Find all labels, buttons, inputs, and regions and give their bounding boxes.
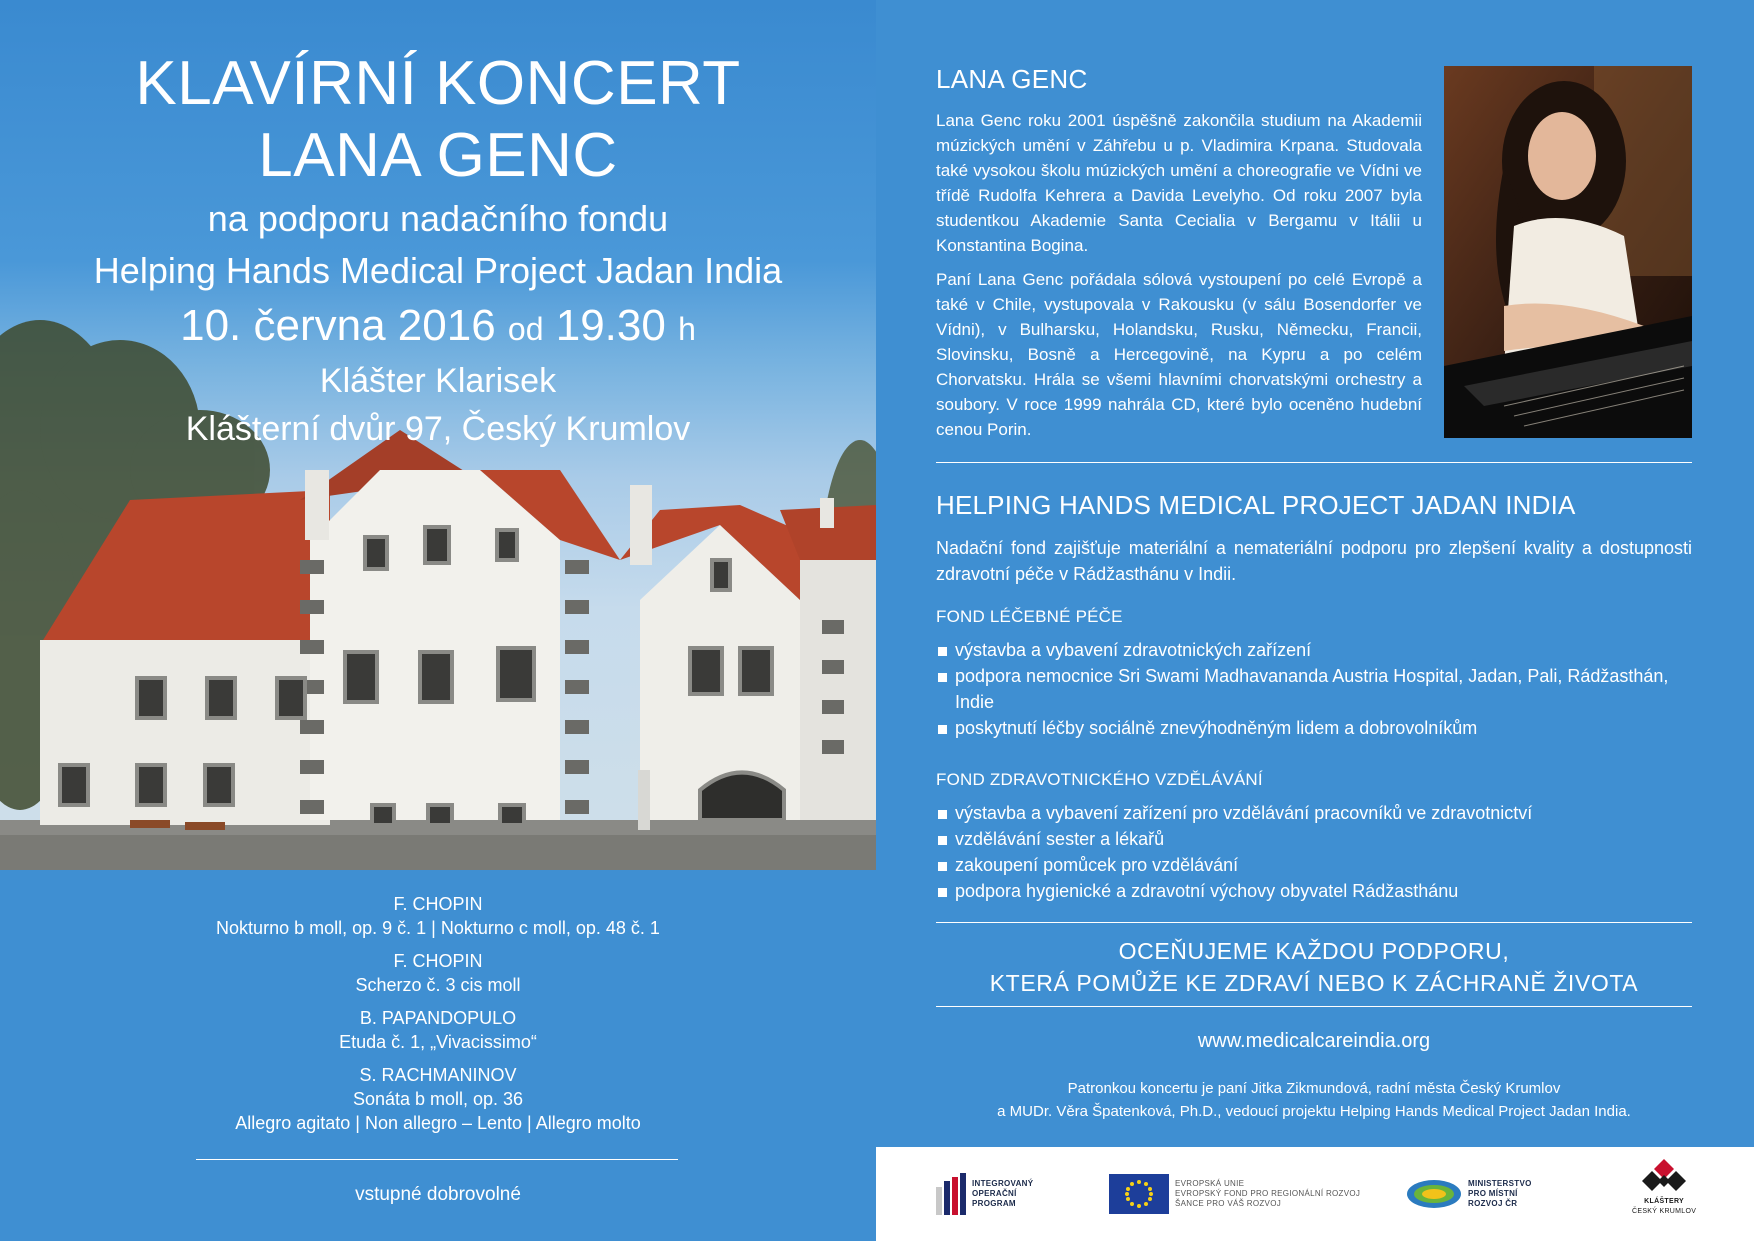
entry-fee-note: vstupné dobrovolné	[355, 1184, 521, 1205]
patron-line: a MUDr. Věra Špatenková, Ph.D., vedoucí projektu Helping Hands Medical Project Jadan India.	[997, 1103, 1631, 1120]
bio-paragraph: Lana Genc roku 2001 úspěšně zakončila studium na Akademii múzických umění v Záhřebu u p. Vladimira Krpana. Studovala také vysokou školu múzických umění a choreografie ve Vídni ve třídě Rudolfa Kehrera a Davida Levelyho. Od roku 2007 byla studentkou Akademie Santa Cecialia v Bergamu v Itálii u Konstantina Bogina.	[936, 111, 1422, 255]
section-divider	[936, 462, 1692, 463]
poster-header	[0, 48, 876, 453]
portrait-illustration	[1444, 66, 1692, 438]
left-panel	[0, 0, 876, 1241]
program-piece: Allegro agitato | Non allegro – Lento | Allegro molto	[235, 1113, 641, 1133]
support-line: na podporu nadačního fondu	[207, 198, 669, 239]
program-composer: F. CHOPIN	[393, 951, 483, 971]
venue-name: Klášter Klarisek	[319, 362, 557, 400]
program-piece: Nokturno b moll, op. 9 č. 1 | Nokturno c moll, op. 48 č. 1	[216, 918, 660, 938]
fund-education-title: FOND ZDRAVOTNICKÉHO VZDĚLÁVÁNÍ	[936, 770, 1263, 789]
list-item: výstavba a vybavení zdravotnických zařízení	[936, 637, 1692, 663]
time-unit: h	[678, 311, 696, 347]
section-divider	[936, 1006, 1692, 1007]
time-text: 19.30	[555, 301, 666, 350]
eu-text-line: ŠANCE PRO VÁŠ ROZVOJ	[1175, 1199, 1282, 1208]
eu-text	[1175, 1179, 1360, 1209]
list-item: zakoupení pomůcek pro vzdělávání	[936, 852, 1692, 878]
list-item: vzdělávání sester a lékařů	[936, 826, 1692, 852]
klastery-emblem-icon	[1641, 1157, 1687, 1197]
artist-portrait-photo	[1444, 66, 1692, 438]
venue-address: Klášterní dvůr 97, Český Krumlov	[185, 410, 691, 448]
artist-bio	[936, 108, 1422, 442]
program-piece: Scherzo č. 3 cis moll	[355, 975, 521, 995]
fund-treatment-list	[936, 637, 1692, 741]
list-item: poskytnutí léčby sociálně znevýhodněným lidem a dobrovolníkům	[936, 715, 1692, 741]
eu-text-line: EVROPSKÁ UNIE	[1175, 1179, 1245, 1188]
appreciation-line: KTERÁ POMŮŽE KE ZDRAVÍ NEBO K ZÁCHRANĚ ŽIVOTA	[989, 970, 1639, 996]
mmr-text	[1468, 1179, 1532, 1209]
klastery-text-line: KLÁŠTERY	[1644, 1198, 1685, 1205]
concert-title: KLAVÍRNÍ KONCERT	[135, 49, 741, 118]
list-item: výstavba a vybavení zařízení pro vzdělávání pracovníků ve zdravotnictví	[936, 800, 1692, 826]
right-panel	[876, 0, 1754, 1241]
program-piece: Etuda č. 1, „Vivacissimo“	[339, 1032, 537, 1052]
iop-bars-icon	[936, 1173, 968, 1215]
poster-hero	[0, 0, 876, 870]
website-link[interactable]: www.medicalcareindia.org	[1197, 1030, 1431, 1052]
sponsor-logos-bar	[876, 1147, 1754, 1241]
mmr-text-line: ROZVOJ ČR	[1468, 1199, 1518, 1208]
program-composer: B. PAPANDOPULO	[359, 1008, 517, 1028]
concert-date	[0, 298, 876, 357]
project-heading: HELPING HANDS MEDICAL PROJECT JADAN INDIA	[936, 490, 1576, 520]
date-from: od	[507, 311, 544, 347]
section-divider	[936, 922, 1692, 923]
iop-text-line: INTEGROVANÝ	[972, 1179, 1034, 1188]
patron-line: Patronkou koncertu je paní Jitka Zikmundová, radní města Český Krumlov	[1067, 1080, 1561, 1097]
iop-text	[972, 1179, 1033, 1209]
artist-heading: LANA GENC	[936, 64, 1088, 94]
list-item: podpora hygienické a zdravotní výchovy obyvatel Rádžasthánu	[936, 878, 1692, 904]
mmr-logo	[1406, 1169, 1532, 1219]
mmr-text-line: MINISTERSTVO	[1468, 1179, 1532, 1188]
appreciation-line: OCEŇUJEME KAŽDOU PODPORU,	[1118, 938, 1510, 964]
project-description: Nadační fond zajišťuje materiální a nemateriální podporu pro zlepšení kvality a dostupnosti zdravotní péče v Rádžasthánu v Indii.	[936, 538, 1692, 584]
program-piece: Sonáta b moll, op. 36	[352, 1089, 524, 1109]
artist-name-title: LANA GENC	[258, 121, 618, 190]
bio-paragraph: Paní Lana Genc pořádala sólová vystoupení po celé Evropě a také v Chile, vystupovala v Rakousku (v sálu Bosendorfer ve Vídni), v Bulharsku, Holandsku, Rusku, Německu, Francii, Slovinsku, Bosně a Hercegovině, na Kypru a po celém Chorvatsku. Hrála se všemi hlavními chorvatskými orchestry a soubory. V roce 1999 nahrála CD, které bylo oceněno hudební cenou Porin.	[936, 270, 1422, 439]
eu-text-line: EVROPSKÝ FOND PRO REGIONÁLNÍ ROZVOJ	[1175, 1189, 1361, 1198]
eu-logo	[1109, 1169, 1360, 1219]
iop-text-line: OPERAČNÍ	[972, 1189, 1017, 1198]
date-text: 10. června 2016	[180, 301, 496, 350]
iop-logo	[936, 1169, 1033, 1219]
program-composer: S. RACHMANINOV	[359, 1065, 517, 1085]
program-composer: F. CHOPIN	[393, 894, 483, 914]
list-item: podpora nemocnice Sri Swami Madhavananda Austria Hospital, Jadan, Pali, Rádžasthán, Indie	[936, 663, 1692, 715]
klastery-text-line: ČESKÝ KRUMLOV	[1632, 1208, 1697, 1215]
fund-education-list	[936, 800, 1692, 904]
project-name-line: Helping Hands Medical Project Jadan India	[93, 250, 783, 291]
eu-flag-icon	[1109, 1174, 1169, 1214]
klastery-logo	[1632, 1157, 1696, 1231]
fund-treatment-title: FOND LÉČEBNÉ PÉČE	[936, 607, 1123, 626]
iop-text-line: PROGRAM	[972, 1199, 1016, 1208]
appreciation-message	[936, 935, 1692, 999]
mmr-emblem-icon	[1406, 1176, 1462, 1212]
mmr-text-line: PRO MÍSTNÍ	[1468, 1189, 1518, 1198]
patron-note	[936, 1077, 1692, 1123]
klastery-text	[1632, 1197, 1696, 1217]
concert-program	[0, 892, 876, 1135]
program-divider	[196, 1159, 678, 1160]
